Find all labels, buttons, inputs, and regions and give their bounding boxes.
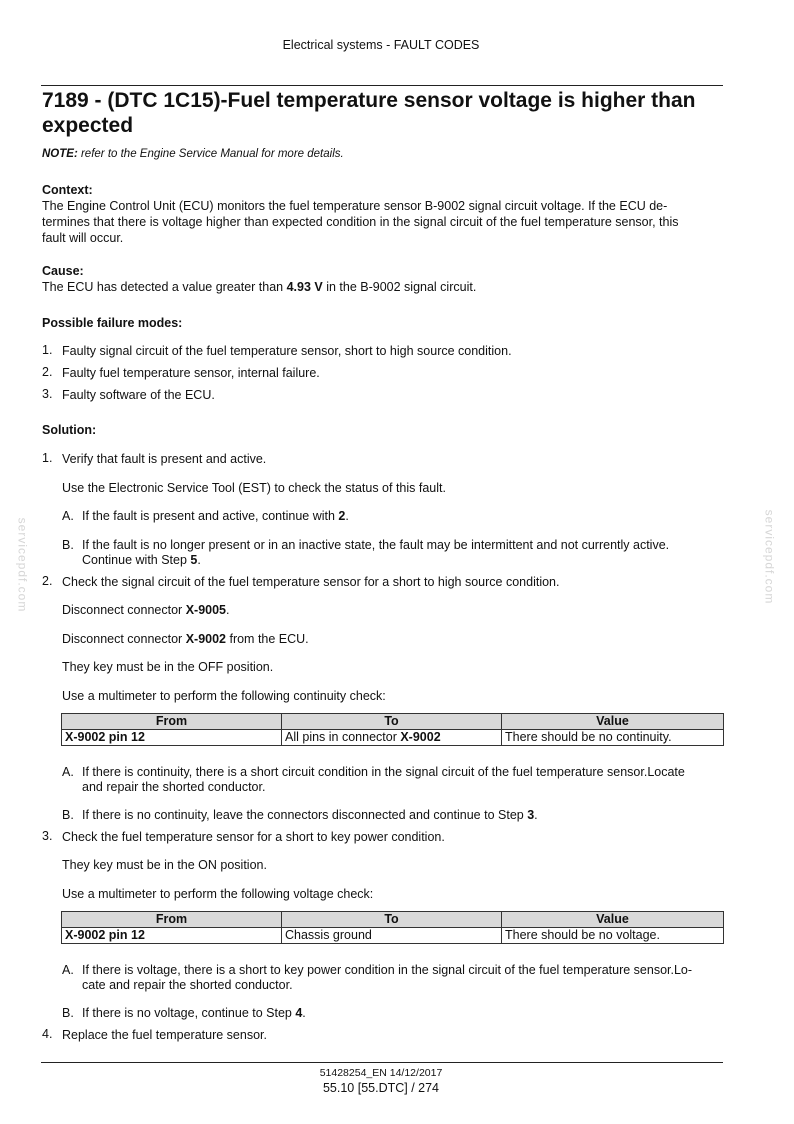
column-header-value: Value [502, 912, 724, 928]
step-1-option-b-label: B. [62, 538, 74, 552]
step-1-instruction: Use the Electronic Service Tool (EST) to check the status of this fault. [62, 481, 446, 495]
connector-id: X-9002 [185, 632, 226, 646]
context-line-2: termines that there is voltage higher than expected condition in the signal circuit of the fuel temperature sensor, this [42, 215, 679, 229]
step-1-option-a-label: A. [62, 509, 74, 523]
step-3-option-b [82, 1005, 306, 1021]
step-2-disconnect-1 [62, 602, 229, 618]
step-2-number: 2. [42, 574, 53, 588]
step-3-multimeter-instruction: Use a multimeter to perform the following voltage check: [62, 887, 374, 901]
step-3-option-b-label: B. [62, 1006, 74, 1020]
failure-mode-item: Faulty signal circuit of the fuel temperature sensor, short to high source condition. [62, 344, 512, 358]
option-text: . [534, 808, 538, 822]
step-1-option-a [82, 508, 349, 524]
cause-value: 4.93 V [286, 280, 323, 294]
option-text: If there is no voltage, continue to Step [82, 1006, 296, 1020]
failure-mode-item: Faulty fuel temperature sensor, internal failure. [62, 366, 320, 380]
column-header-to: To [282, 714, 502, 730]
option-text: If the fault is present and active, continue with [82, 509, 339, 523]
context-heading: Context: [42, 183, 93, 197]
note-text: refer to the Engine Service Manual for more details. [77, 148, 344, 160]
step-reference: 3 [527, 808, 535, 822]
step-1-number: 1. [42, 451, 53, 465]
step-3-option-a-label: A. [62, 963, 74, 977]
watermark-right: servicepdf.com [762, 509, 777, 605]
failure-mode-item: Faulty software of the ECU. [62, 388, 215, 402]
note [42, 148, 344, 160]
cause-text-pre: The ECU has detected a value greater than [42, 280, 287, 294]
cell-from: X-9002 pin 12 [62, 928, 282, 944]
column-header-from: From [62, 912, 282, 928]
context-line-3: fault will occur. [42, 231, 124, 245]
step-1-text: Verify that fault is present and active. [62, 452, 267, 466]
page-title: 7189 - (DTC 1C15)-Fuel temperature sensor voltage is higher than expected [42, 89, 696, 137]
footer-rule [41, 1062, 723, 1063]
step-2-disconnect-2 [62, 631, 309, 647]
step-2-option-b [82, 807, 538, 823]
step-2-option-b-label: B. [62, 808, 74, 822]
step-3-number: 3. [42, 829, 53, 843]
continuity-check-table [61, 713, 724, 746]
step-4-text: Replace the fuel temperature sensor. [62, 1028, 267, 1042]
footer-page-number: 55.10 [55.DTC] / 274 [322, 1081, 440, 1095]
option-text: If there is no continuity, leave the connectors disconnected and continue to Step [82, 808, 528, 822]
cell-value: There should be no voltage. [502, 928, 724, 944]
failure-mode-number: 1. [42, 343, 53, 357]
step-reference: 2 [338, 509, 346, 523]
failure-mode-number: 2. [42, 365, 53, 379]
footer-doc-id: 51428254_EN 14/12/2017 [319, 1067, 443, 1079]
column-header-from: From [62, 714, 282, 730]
cell-to [282, 730, 502, 746]
failure-mode-number: 3. [42, 387, 53, 401]
note-label: NOTE: [42, 148, 78, 160]
table-row [62, 928, 724, 944]
cell-to: Chassis ground [282, 928, 502, 944]
table-header-row [62, 912, 724, 928]
instruction-text: Disconnect connector [62, 603, 186, 617]
cell-from: X-9002 pin 12 [62, 730, 282, 746]
option-text: . [345, 509, 349, 523]
column-header-to: To [282, 912, 502, 928]
step-3-option-a-line-2: cate and repair the shorted conductor. [82, 978, 293, 992]
cell-text: All pins in connector [285, 730, 401, 744]
step-reference: 4 [295, 1006, 303, 1020]
cell-value: There should be no continuity. [502, 730, 724, 746]
instruction-text: . [226, 603, 230, 617]
option-text: Continue with Step [82, 553, 191, 567]
step-2-text: Check the signal circuit of the fuel temperature sensor for a short to high source condition. [62, 575, 560, 589]
running-header: Electrical systems - FAULT CODES [282, 38, 480, 52]
instruction-text: Disconnect connector [62, 632, 186, 646]
instruction-text: from the ECU. [226, 632, 309, 646]
cause-text [42, 279, 476, 295]
table-header-row [62, 714, 724, 730]
cause-heading: Cause: [42, 264, 84, 278]
connector-id: X-9002 [400, 730, 441, 744]
step-2-option-a-line-1: If there is continuity, there is a short circuit condition in the signal circuit of the fuel temperature sensor.Locate [82, 765, 685, 779]
option-text: . [197, 553, 201, 567]
step-3-key-position: They key must be in the ON position. [62, 858, 267, 872]
step-2-multimeter-instruction: Use a multimeter to perform the following continuity check: [62, 689, 386, 703]
failure-modes-heading: Possible failure modes: [42, 316, 183, 330]
step-2-key-position: They key must be in the OFF position. [62, 660, 274, 674]
table-row [62, 730, 724, 746]
header-rule [41, 85, 723, 86]
option-text: . [302, 1006, 306, 1020]
step-1-option-b-line-2 [82, 552, 201, 568]
column-header-value: Value [502, 714, 724, 730]
context-line-1: The Engine Control Unit (ECU) monitors the fuel temperature sensor B-9002 signal circuit voltage. If the ECU de- [42, 199, 668, 213]
step-4-number: 4. [42, 1027, 53, 1041]
watermark-left: servicepdf.com [15, 517, 30, 613]
step-3-option-a-line-1: If there is voltage, there is a short to key power condition in the signal circuit of the fuel temperature sensor.Lo- [82, 963, 693, 977]
step-2-option-a-line-2: and repair the shorted conductor. [82, 780, 266, 794]
connector-id: X-9005 [185, 603, 226, 617]
cause-text-post: in the B-9002 signal circuit. [322, 280, 477, 294]
step-3-text: Check the fuel temperature sensor for a short to key power condition. [62, 830, 445, 844]
step-reference: 5 [190, 553, 198, 567]
step-1-option-b-line-1: If the fault is no longer present or in an inactive state, the fault may be intermittent and not currently active. [82, 538, 670, 552]
solution-heading: Solution: [42, 423, 97, 437]
step-2-option-a-label: A. [62, 765, 74, 779]
voltage-check-table [61, 911, 724, 944]
